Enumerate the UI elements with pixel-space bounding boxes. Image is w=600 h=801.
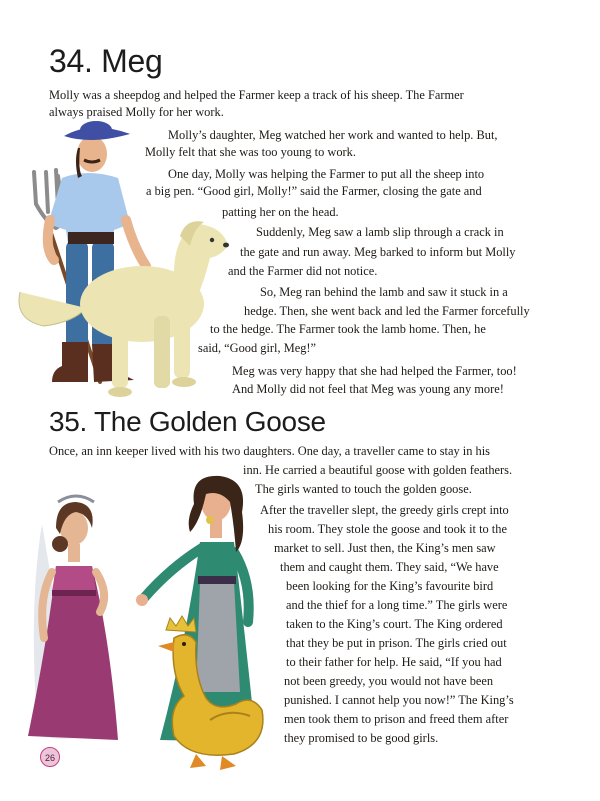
girl-purple-dress-illustration — [18, 488, 138, 758]
golden-goose-illustration — [150, 612, 270, 772]
story-35-line: and the thief for a long time.” The girls were — [286, 598, 508, 612]
story-34-line: So, Meg ran behind the lamb and saw it stuck in a — [260, 285, 508, 299]
story-34-line: hedge. Then, she went back and led the Farmer forcefully — [244, 304, 530, 318]
page-number-badge: 26 — [40, 747, 60, 767]
story-35-line: been looking for the King’s favourite bird — [286, 579, 494, 593]
story-35-line: taken to the King’s court. The King ordered — [286, 617, 503, 631]
story-34-line: and the Farmer did not notice. — [228, 264, 378, 278]
story-35-line: to their father for help. He said, “If you had — [286, 655, 502, 669]
story-34-line: Molly was a sheepdog and helped the Farmer keep a track of his sheep. The Farmer — [49, 88, 464, 102]
story-35-line: Once, an inn keeper lived with his two daughters. One day, a traveller came to stay in his — [49, 444, 490, 458]
story-35-line: The girls wanted to touch the golden goose. — [255, 482, 472, 496]
story-34-line: Meg was very happy that she had helped the Farmer, too! — [232, 364, 517, 378]
story-35-line: they promised to be good girls. — [284, 731, 439, 745]
story-34-line: said, “Good girl, Meg!” — [198, 341, 317, 355]
story-35-line: not been greedy, you would not have been — [284, 674, 494, 688]
story-35-line: his room. They stole the goose and took it to the — [268, 522, 507, 536]
story-35-title: 35. The Golden Goose — [49, 406, 326, 437]
story-35-line: that they be put in prison. The girls cried out — [286, 636, 507, 650]
story-34-line: to the hedge. The Farmer took the lamb home. Then, he — [210, 322, 486, 336]
story-35-line: inn. He carried a beautiful goose with golden feathers. — [243, 463, 513, 477]
story-35-line: them and caught them. They said, “We have — [280, 560, 499, 574]
story-34-line: always praised Molly for her work. — [49, 105, 224, 119]
story-34-line: a big pen. “Good girl, Molly!” said the Farmer, closing the gate and — [146, 184, 482, 198]
story-35-line: market to sell. Just then, the King’s men saw — [274, 541, 496, 555]
story-34-title: 34. Meg — [49, 43, 163, 79]
story-34-line: Suddenly, Meg saw a lamb slip through a crack in — [256, 225, 504, 239]
story-35-line: punished. I cannot help you now!” The King’s — [284, 693, 514, 707]
story-34-line: the gate and run away. Meg barked to inform but Molly — [240, 245, 516, 259]
dog-illustration — [14, 212, 234, 402]
story-34-line: And Molly did not feel that Meg was young any more! — [232, 382, 504, 396]
story-34-line: Molly felt that she was too young to work. — [145, 145, 356, 159]
story-35-line: men took them to prison and freed them after — [284, 712, 509, 726]
story-34-line: patting her on the head. — [222, 205, 339, 219]
story-35-line: After the traveller slept, the greedy girls crept into — [260, 503, 509, 517]
story-34-line: One day, Molly was helping the Farmer to put all the sheep into — [168, 167, 485, 181]
story-34-line: Molly’s daughter, Meg watched her work and wanted to help. But, — [168, 128, 498, 142]
